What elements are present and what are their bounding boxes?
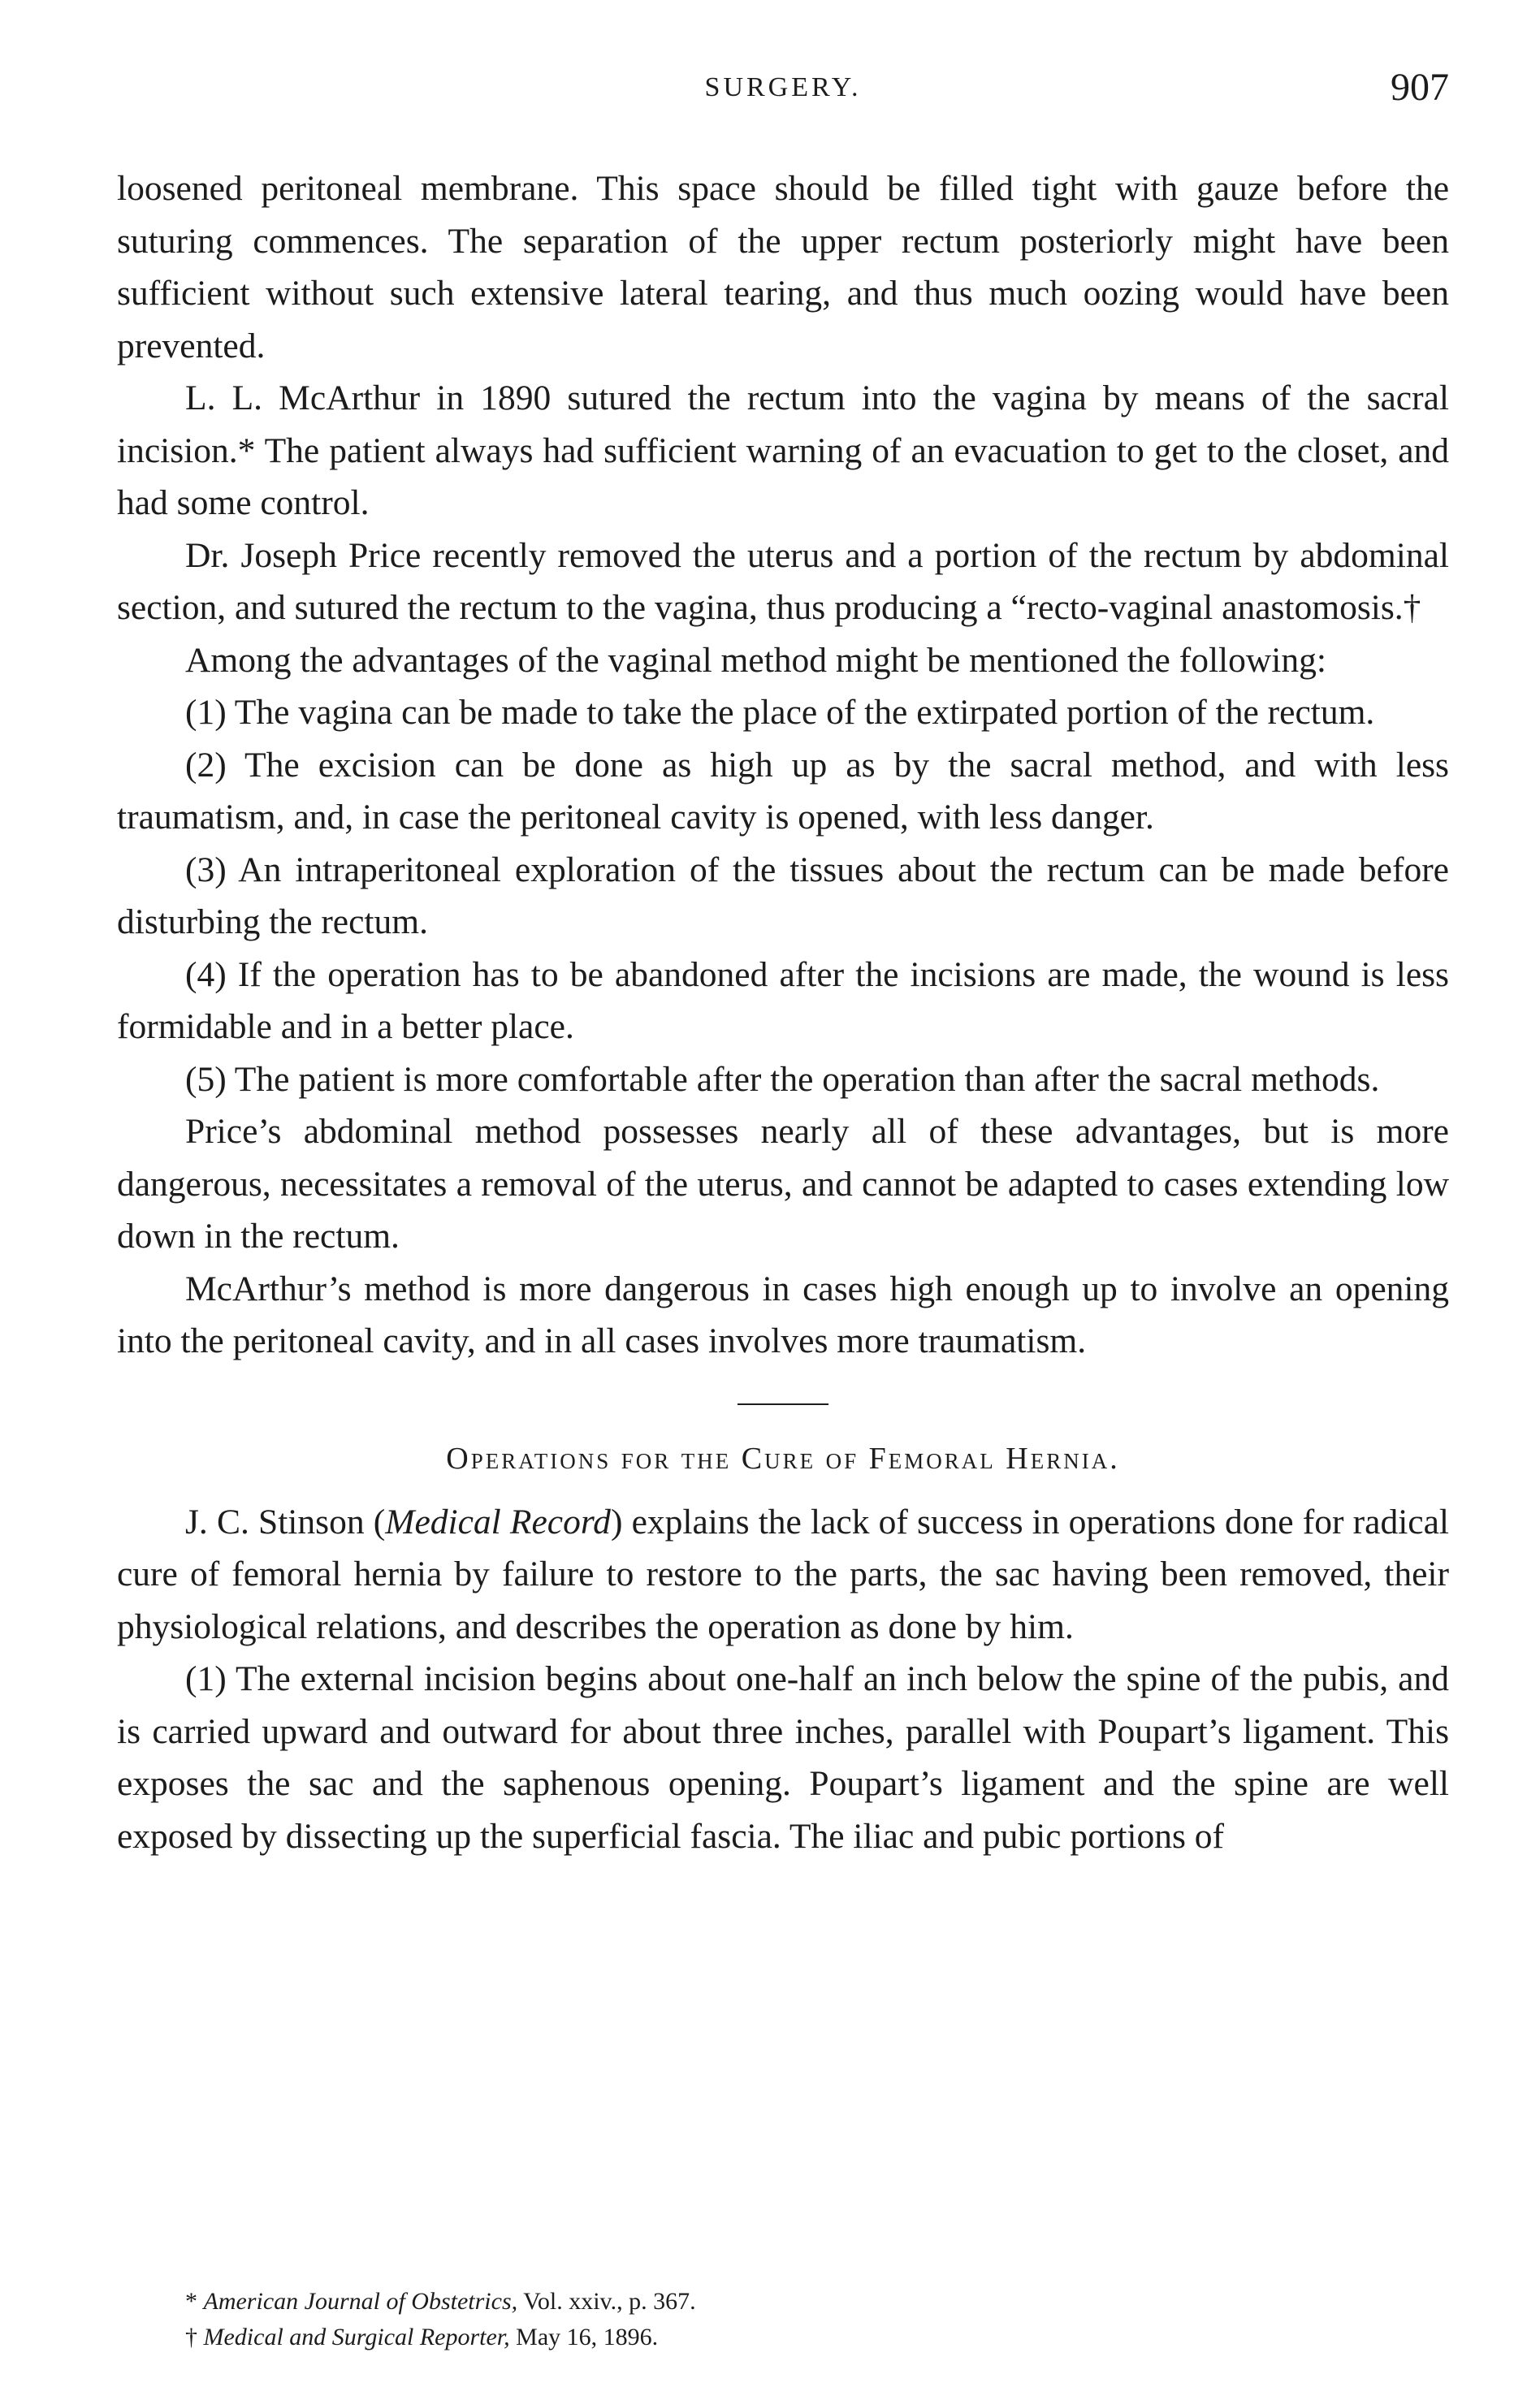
footnote-detail: Vol. xxiv., p. 367. [517, 2288, 696, 2315]
footnote-source: Medical and Surgical Reporter, [203, 2324, 510, 2350]
footnote-1 [185, 2284, 1404, 2320]
section-divider [738, 1403, 828, 1405]
advantage-1: (1) The vagina can be made to take the place of the extirpated portion of the rectum. [185, 693, 1375, 732]
paragraph-price-method: Price’s abdominal method possesses nearly all of these advantages, but is more dangerous, necessitates a removal of the uterus, and cannot be adapted to cases extending low down in the rectum. [117, 1112, 1449, 1256]
paragraph-advantages-intro: Among the advantages of the vaginal method might be mentioned the following: [185, 640, 1326, 680]
footnote-mark: † [185, 2324, 197, 2350]
book-page [117, 0, 1449, 2400]
journal-title: Medical Record [385, 1502, 611, 1542]
footnotes [185, 2284, 1404, 2355]
advantage-4: (4) If the operation has to be abandoned after the incisions are made, the wound is less formidable and in a better place. [117, 954, 1449, 1046]
running-head: SURGERY. [704, 72, 862, 102]
advantage-5: (5) The patient is more comfortable after the operation than after the sacral methods. [185, 1059, 1380, 1099]
footnote-detail: May 16, 1896. [509, 2324, 659, 2350]
footnote-2 [185, 2320, 1404, 2355]
paragraph-continuation: loosened peritoneal membrane. This space should be filled tight with gauze before the suturing commences. The separation of the upper rectum posteriorly might have been sufficient without such extensive lateral tearing, and thus much oozing would have been prevented. [117, 169, 1449, 365]
advantage-3: (3) An intraperitoneal exploration of the tissues about the rectum can be made before disturbing the rectum. [117, 850, 1449, 941]
body-text [117, 162, 1449, 1862]
paragraph-stinson [117, 1496, 1449, 1654]
operation-step-1: (1) The external incision begins about one-half an inch below the spine of the pubis, and is carried upward and outward for about three inches, parallel with Poupart’s ligament. This exposes the sac and the saphenous opening. Poupart’s ligament and the spine are well exposed by dissecting up the superficial fascia. The iliac and pubic portions of [117, 1659, 1449, 1856]
section-title: Operations for the Cure of Femoral Hernia. [446, 1441, 1120, 1476]
page-number: 907 [1391, 66, 1449, 109]
stinson-author: J. C. Stinson ( [185, 1502, 386, 1542]
paragraph-price: Dr. Joseph Price recently removed the uterus and a portion of the rectum by abdominal section, and sutured the rectum to the vagina, thus producing a “recto-vaginal anastomosis.† [117, 535, 1449, 627]
paragraph-mcarthur-method: McArthur’s method is more dangerous in cases high enough up to involve an opening into the peritoneal cavity, and in all cases involves more traumatism. [117, 1269, 1449, 1360]
page-header [117, 63, 1449, 112]
footnote-source: American Journal of Obstetrics, [203, 2288, 518, 2315]
footnote-mark: * [185, 2288, 197, 2315]
stinson-text: ) explains the lack of success in operations done for radical cure of femoral hernia by failure to restore to the parts, the sac having been removed, their physiological relations, and describes the operation as done by him. [117, 1502, 1449, 1646]
paragraph-mcarthur: L. L. McArthur in 1890 sutured the rectum into the vagina by means of the sacral incision.* The patient always had sufficient warning of an evacuation to get to the closet, and had some control. [117, 378, 1449, 522]
advantage-2: (2) The excision can be done as high up as by the sacral method, and with less traumatism, and, in case the peritoneal cavity is opened, with less danger. [117, 745, 1449, 837]
